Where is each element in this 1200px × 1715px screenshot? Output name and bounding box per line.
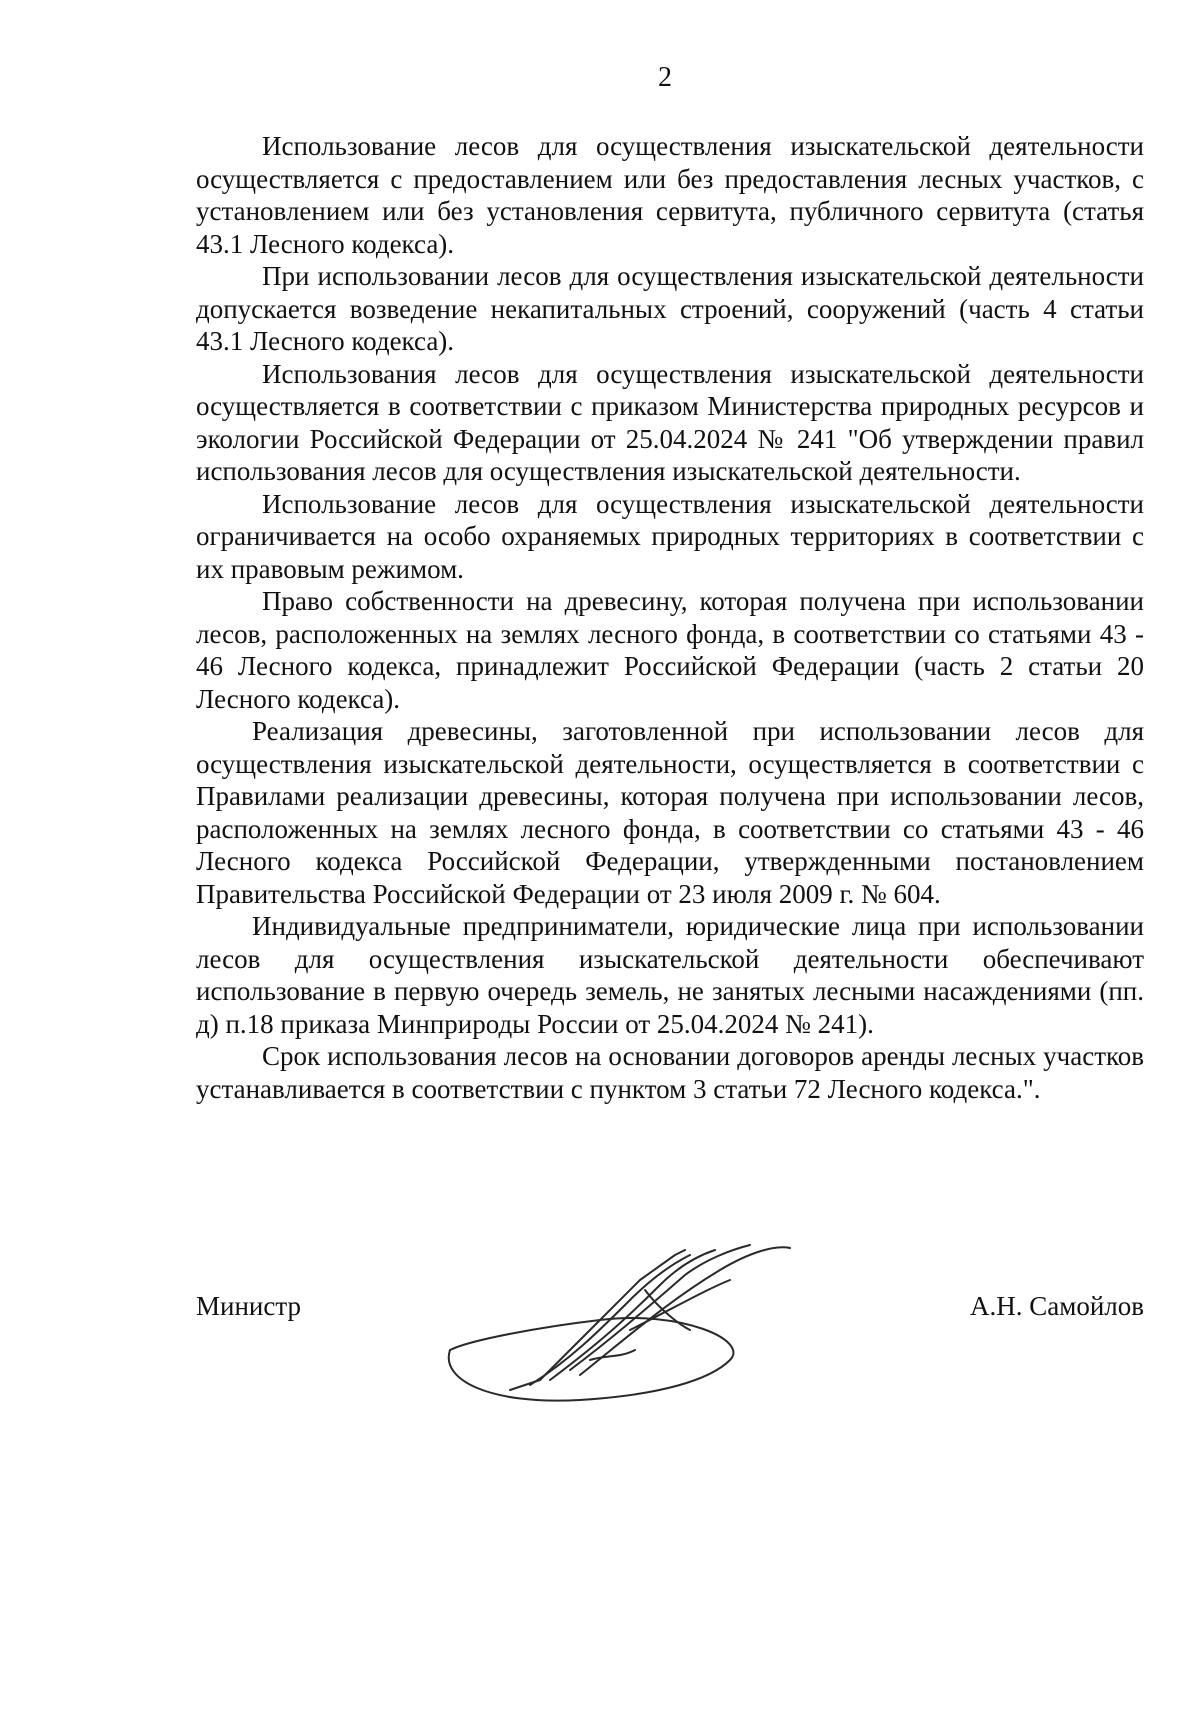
paragraph-4: Использование лесов для осуществления изыскательской деятельности ограничивается на особо охраняемых природных территориях в соответствии с их правовым режимом.: [196, 488, 1144, 584]
handwritten-signature: [430, 1230, 850, 1430]
paragraph-5: Право собственности на древесину, которая получена при использовании лесов, расположенных на землях лесного фонда, в соответствии со статьями 43 - 46 Лесного кодекса, принадлежит Российской Федерации (часть 2 статьи 20 Лесного кодекса).: [196, 586, 1144, 714]
paragraph-6: Реализация древесины, заготовленной при использовании лесов для осуществления изыскательской деятельности, осуществляется в соответствии с Правилами реализации древесины, которая получена при использовании лесов, расположенных на землях лесного фонда, в соответствии со статьями 43 - 46 Лесного кодекса Российской Федерации, утвержденными постановлением Правительства Российской Федерации от 23 июля 2009 г. № 604.: [196, 716, 1144, 909]
paragraph-1: Использование лесов для осуществления изыскательской деятельности осуществляется с предоставлением или без предоставления лесных участков, с установлением или без установления сервитута, публичного сервитута (статья 43.1 Лесного кодекса).: [196, 131, 1144, 259]
document-body: [196, 130, 1144, 1105]
paragraph-3: Использования лесов для осуществления изыскательской деятельности осуществляется в соответствии с приказом Министерства природных ресурсов и экологии Российской Федерации от 25.04.2024 № 241 "Об утверждении правил использования лесов для осуществления изыскательской деятельности.: [196, 358, 1144, 486]
paragraph-2: При использовании лесов для осуществления изыскательской деятельности допускается возведение некапитальных строений, сооружений (часть 4 статьи 43.1 Лесного кодекса).: [196, 261, 1144, 356]
page-number: 2: [658, 62, 672, 93]
paragraph-7: Индивидуальные предприниматели, юридические лица при использовании лесов для осуществления изыскательской деятельности обеспечивают использование в первую очередь земель, не занятых лесными насаждениями (пп. д) п.18 приказа Минприроды России от 25.04.2024 № 241).: [196, 911, 1144, 1039]
paragraph-8: Срок использования лесов на основании договоров аренды лесных участков устанавливается в соответствии с пунктом 3 статьи 72 Лесного кодекса.".: [196, 1041, 1144, 1104]
signatory-title: Министр: [196, 1291, 301, 1321]
signatory-name: А.Н. Самойлов: [970, 1291, 1144, 1321]
